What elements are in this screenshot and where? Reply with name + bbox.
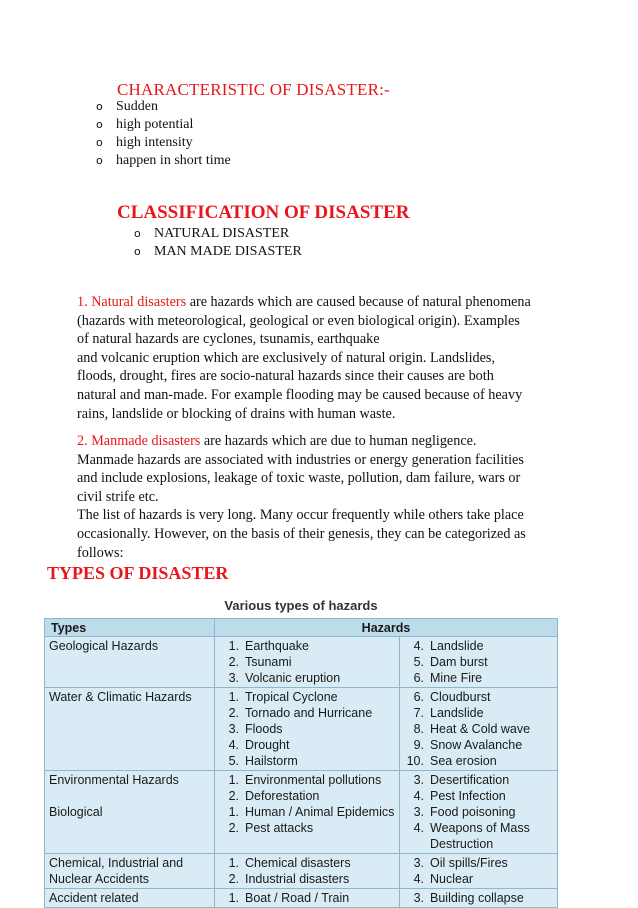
hazard-item xyxy=(404,855,553,871)
hazard-item-number: 3. xyxy=(413,773,424,787)
hazard-item xyxy=(219,804,395,820)
column-header-hazards: Hazards xyxy=(215,619,558,637)
characteristic-heading: CHARACTERISTIC OF DISASTER:- xyxy=(117,80,390,99)
hazard-item-number: 5. xyxy=(228,754,239,768)
hazard-item xyxy=(404,721,553,737)
hazard-item-label: Human / Animal Epidemics xyxy=(245,805,395,819)
hazard-item-label: Volcanic eruption xyxy=(245,671,341,685)
hazard-item-label: Cloudburst xyxy=(430,690,491,704)
hazard-item-label: Destruction xyxy=(430,837,494,851)
table-row xyxy=(45,889,558,908)
hazard-item-number: 5. xyxy=(413,655,424,669)
hazard-item-number: 2. xyxy=(228,706,239,720)
natural-disasters-paragraph: 1. Natural disasters are hazards which are caused because of natural phenomena (hazards with meteorological, geological or even biological origin). Examples of natural hazards are cyclones, tsunamis, earthquake and volcanic eruption which are exclusively of natural origin. Landslides, floods, drought, fires are socio-natural hazards since their causes are both natural and man-made. For example flooding may be caused because of heavy rains, landslide or blocking of drains with human waste. xyxy=(77,294,531,422)
hazard-item xyxy=(219,638,395,654)
hazard-type-label: Water & Climatic Hazards xyxy=(49,690,192,704)
hazard-item-label: Deforestation xyxy=(245,789,320,803)
hazard-item-label: Nuclear xyxy=(430,872,474,886)
hazard-item-label: Weapons of Mass xyxy=(430,821,530,835)
hazard-item xyxy=(219,670,395,686)
hazard-item-label: Pest attacks xyxy=(245,821,314,835)
hazard-item-number: 9. xyxy=(413,738,424,752)
hazards-table-caption: Various types of hazards xyxy=(224,598,378,613)
spacer xyxy=(49,788,210,804)
bullet-icon: o xyxy=(96,136,103,149)
hazard-type-label: Environmental Hazards xyxy=(49,773,179,787)
manmade-disasters-paragraph: 2. Manmade disasters are hazards which are due to human negligence. Manmade hazards are associated with industries or energy generation facilities and include explosions, leakage of toxic waste, pollution, dam failure, wars or civil strife etc. The list of hazards is very long. Many occur frequently while others take place occasionally. However, on the basis of their genesis, they can be categorized as follows: xyxy=(77,433,526,561)
hazard-item-number: 7. xyxy=(413,706,424,720)
hazard-list-cell xyxy=(215,889,400,908)
hazard-item-label: Sea erosion xyxy=(430,754,497,768)
hazards-figure xyxy=(44,596,558,908)
hazard-item xyxy=(404,836,553,852)
hazard-item-label: Tropical Cyclone xyxy=(245,690,338,704)
hazard-item-number: 3. xyxy=(413,891,424,905)
hazard-item-label: Dam burst xyxy=(430,655,488,669)
hazard-item-number: 1. xyxy=(228,690,239,704)
list-item: o MAN MADE DISASTER xyxy=(134,244,302,259)
hazard-list-cell xyxy=(400,771,558,854)
list-item: o high intensity xyxy=(96,135,193,150)
hazard-item-number: 2. xyxy=(228,655,239,669)
hazard-item-number: 3. xyxy=(413,856,424,870)
hazard-item-number: 10. xyxy=(406,754,424,768)
hazard-item-number: 1. xyxy=(228,891,239,905)
list-item: o NATURAL DISASTER xyxy=(134,226,290,241)
classification-heading: CLASSIFICATION OF DISASTER xyxy=(117,202,410,223)
hazard-type-cell xyxy=(45,889,215,908)
hazard-item-label: Chemical disasters xyxy=(245,856,351,870)
hazard-item-number: 8. xyxy=(413,722,424,736)
hazard-item xyxy=(219,871,395,887)
hazard-type-cell xyxy=(45,854,215,889)
hazard-item-label: Food poisoning xyxy=(430,805,516,819)
hazard-type-label: Geological Hazards xyxy=(49,639,159,653)
hazard-item-number: 6. xyxy=(413,671,424,685)
bullet-icon: o xyxy=(96,154,103,167)
bullet-icon: o xyxy=(134,245,141,258)
hazard-item-number: 4. xyxy=(413,789,424,803)
bullet-icon: o xyxy=(96,100,103,113)
hazard-item-number: 3. xyxy=(228,722,239,736)
hazard-item-label: Drought xyxy=(245,738,290,752)
manmade-disasters-lead: 2. Manmade disasters xyxy=(77,433,201,449)
hazard-item xyxy=(219,788,395,804)
hazard-list-cell xyxy=(400,854,558,889)
hazard-item-number: 4. xyxy=(228,738,239,752)
hazard-item xyxy=(219,753,395,769)
hazard-item-label: Boat / Road / Train xyxy=(245,891,350,905)
bullet-icon: o xyxy=(96,118,103,131)
hazard-item-label: Mine Fire xyxy=(430,671,483,685)
hazard-item xyxy=(404,638,553,654)
hazard-item-label: Tornado and Hurricane xyxy=(245,706,373,720)
list-item: o high potential xyxy=(96,117,194,132)
hazard-type-label: Nuclear Accidents xyxy=(49,872,150,886)
hazard-item xyxy=(404,705,553,721)
hazard-item xyxy=(404,820,553,836)
hazard-item xyxy=(219,855,395,871)
list-item: o Sudden xyxy=(96,99,158,114)
hazard-type-cell xyxy=(45,637,215,688)
hazard-list-cell xyxy=(400,688,558,771)
hazard-item xyxy=(219,705,395,721)
hazard-item-label: Earthquake xyxy=(245,639,309,653)
hazard-item-label: Heat & Cold wave xyxy=(430,722,531,736)
hazard-item-number: 4. xyxy=(413,639,424,653)
hazard-type-label: Chemical, Industrial and xyxy=(49,856,184,870)
hazard-item-label: Pest Infection xyxy=(430,789,506,803)
hazard-item-number: 1. xyxy=(228,805,239,819)
hazard-item xyxy=(219,890,395,906)
hazard-list-cell xyxy=(400,637,558,688)
hazard-item xyxy=(219,654,395,670)
hazard-item-number: 4. xyxy=(413,872,424,886)
hazard-item-label: Floods xyxy=(245,722,283,736)
hazard-item xyxy=(404,689,553,705)
hazard-item xyxy=(219,772,395,788)
hazard-item xyxy=(219,721,395,737)
hazard-item-label: Building collapse xyxy=(430,891,524,905)
hazard-item-label: Landslide xyxy=(430,706,484,720)
hazard-item xyxy=(404,670,553,686)
hazard-type-label: Accident related xyxy=(49,891,139,905)
hazard-list-cell xyxy=(215,688,400,771)
hazard-item xyxy=(404,772,553,788)
hazard-list-cell xyxy=(215,771,400,854)
hazard-item xyxy=(404,753,553,769)
hazard-item-label: Tsunami xyxy=(245,655,292,669)
hazard-list-cell xyxy=(400,889,558,908)
hazard-item-label: Desertification xyxy=(430,773,510,787)
types-heading: TYPES OF DISASTER xyxy=(47,563,229,583)
table-row xyxy=(45,688,558,771)
hazard-item-number: 1. xyxy=(228,856,239,870)
hazard-item-label: Landslide xyxy=(430,639,484,653)
classification-list xyxy=(134,225,302,261)
hazard-item-number: 4. xyxy=(413,821,424,835)
characteristic-list xyxy=(96,98,231,170)
table-row xyxy=(45,854,558,889)
list-item: o happen in short time xyxy=(96,153,231,168)
hazard-item xyxy=(404,654,553,670)
hazard-item-number: 3. xyxy=(228,671,239,685)
hazard-item xyxy=(219,820,395,836)
hazard-item-number: 2. xyxy=(228,872,239,886)
column-header-types: Types xyxy=(45,619,215,637)
hazard-item xyxy=(404,890,553,906)
hazard-item-number: 6. xyxy=(413,690,424,704)
hazard-type-cell xyxy=(45,688,215,771)
hazard-item-number: 1. xyxy=(228,773,239,787)
hazard-item-label: Snow Avalanche xyxy=(430,738,523,752)
hazard-item-label: Oil spills/Fires xyxy=(430,856,508,870)
hazard-item-number: 1. xyxy=(228,639,239,653)
hazard-item-label: Industrial disasters xyxy=(245,872,350,886)
hazard-item xyxy=(404,871,553,887)
hazard-type-label: Biological xyxy=(49,805,103,819)
hazard-type-cell xyxy=(45,771,215,854)
hazard-item xyxy=(219,689,395,705)
table-row xyxy=(45,771,558,854)
hazard-item-number: 2. xyxy=(228,789,239,803)
bullet-icon: o xyxy=(134,227,141,240)
hazards-table xyxy=(44,618,558,908)
hazard-item-number: 3. xyxy=(413,805,424,819)
natural-disasters-lead: 1. Natural disasters xyxy=(77,294,187,310)
table-header-row xyxy=(45,619,558,637)
hazard-list-cell xyxy=(215,637,400,688)
table-row xyxy=(45,637,558,688)
hazard-item xyxy=(404,788,553,804)
hazard-item-label: Hailstorm xyxy=(245,754,298,768)
hazard-list-cell xyxy=(215,854,400,889)
hazard-item xyxy=(404,737,553,753)
hazard-item xyxy=(219,737,395,753)
hazard-item-label: Environmental pollutions xyxy=(245,773,382,787)
hazard-item-number: 2. xyxy=(228,821,239,835)
hazard-item xyxy=(404,804,553,820)
